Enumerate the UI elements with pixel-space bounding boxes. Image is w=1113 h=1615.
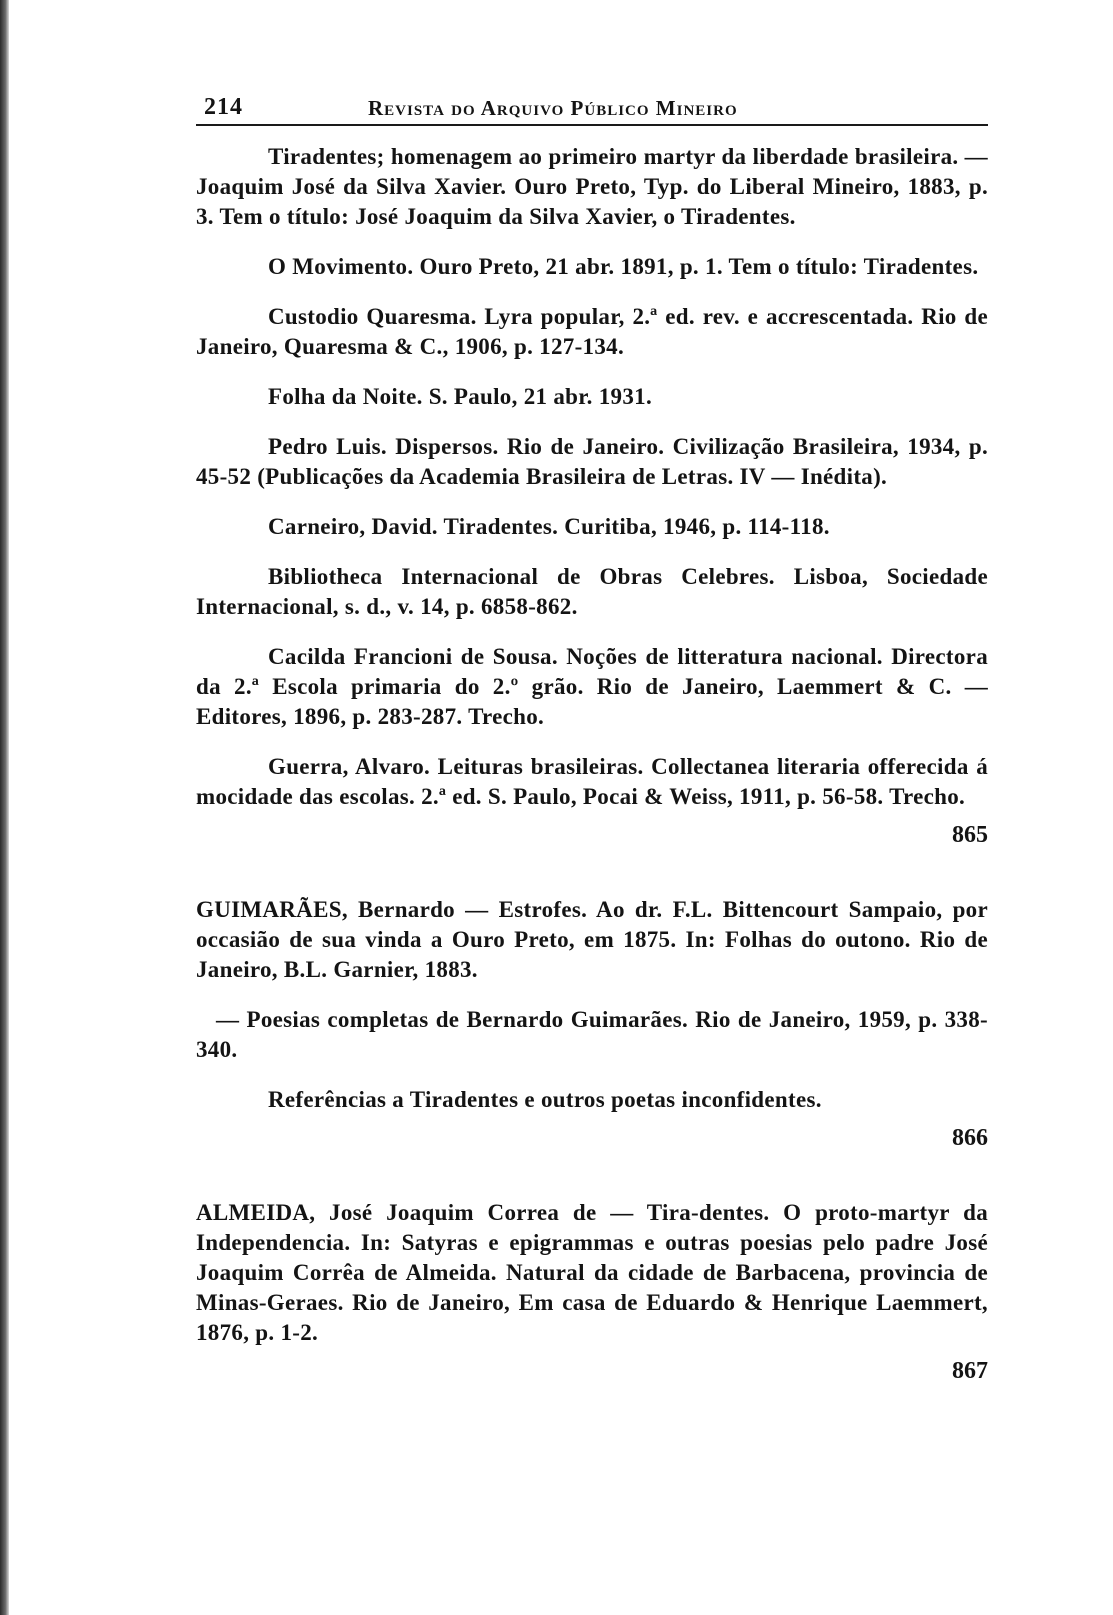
bibliography-list <box>196 126 988 1385</box>
bibliography-entry: Custodio Quaresma. Lyra popular, 2.ª ed. rev. e accrescentada. Rio de Janeiro, Quaresma & C., 1906, p. 127-134. <box>196 304 988 359</box>
page-edge-shadow <box>0 0 9 1615</box>
bibliography-entry: Pedro Luis. Dispersos. Rio de Janeiro. Civilização Brasileira, 1934, p. 45-52 (Publicações da Academia Brasileira de Letras. IV — Inédita). <box>196 434 988 489</box>
bibliography-entry: Guerra, Alvaro. Leituras brasileiras. Collectanea literaria offerecida á mocidade das escolas. 2.ª ed. S. Paulo, Pocai & Weiss, 1911, p. 56-58. Trecho. <box>196 754 988 809</box>
book-page <box>196 84 988 1431</box>
bibliography-entry: Tiradentes; homenagem ao primeiro martyr da liberdade brasileira. — Joaquim José da Silva Xavier. Ouro Preto, Typ. do Liberal Mineiro, 1883, p. 3. Tem o título: José Joaquim da Silva Xavier, o Tiradentes. <box>196 144 988 229</box>
bibliography-entry: ALMEIDA, José Joaquim Correa de — Tira-dentes. O proto-martyr da Independencia. In: Satyras e epigrammas e outras poesias pelo padre José Joaquim Corrêa de Almeida. Natural da cidade de Barbacena, provincia de Minas-Geraes. Rio de Janeiro, Em casa de Eduardo & Henrique Laemmert, 1876, p. 1-2. <box>196 1200 988 1345</box>
bibliography-entry: — Poesias completas de Bernardo Guimarães. Rio de Janeiro, 1959, p. 338-340. <box>196 1007 988 1062</box>
bibliography-entry: GUIMARÃES, Bernardo — Estrofes. Ao dr. F.L. Bittencourt Sampaio, por occasião de sua vinda a Ouro Preto, em 1875. In: Folhas do outono. Rio de Janeiro, B.L. Garnier, 1883. <box>196 897 988 982</box>
page-header <box>196 84 988 126</box>
bibliography-note: Referências a Tiradentes e outros poetas inconfidentes. <box>268 1087 822 1112</box>
page-number: 214 <box>204 94 243 120</box>
running-title: Revista do Arquivo Público Mineiro <box>368 96 738 120</box>
bibliography-entry: Cacilda Francioni de Sousa. Noções de litteratura nacional. Directora da 2.ª Escola primaria do 2.º grão. Rio de Janeiro, Laemmert & C. — Editores, 1896, p. 283-287. Trecho. <box>196 644 988 729</box>
bibliography-entry: Bibliotheca Internacional de Obras Celebres. Lisboa, Sociedade Internacional, s. d., v. 14, p. 6858-862. <box>196 564 988 619</box>
entry-number: 866 <box>952 1125 988 1151</box>
bibliography-entry: Carneiro, David. Tiradentes. Curitiba, 1946, p. 114-118. <box>268 514 830 539</box>
entry-number: 867 <box>952 1358 988 1384</box>
bibliography-entry: Folha da Noite. S. Paulo, 21 abr. 1931. <box>268 384 653 409</box>
bibliography-entry: O Movimento. Ouro Preto, 21 abr. 1891, p. 1. Tem o título: Tiradentes. <box>268 254 979 279</box>
entry-number: 865 <box>952 822 988 848</box>
